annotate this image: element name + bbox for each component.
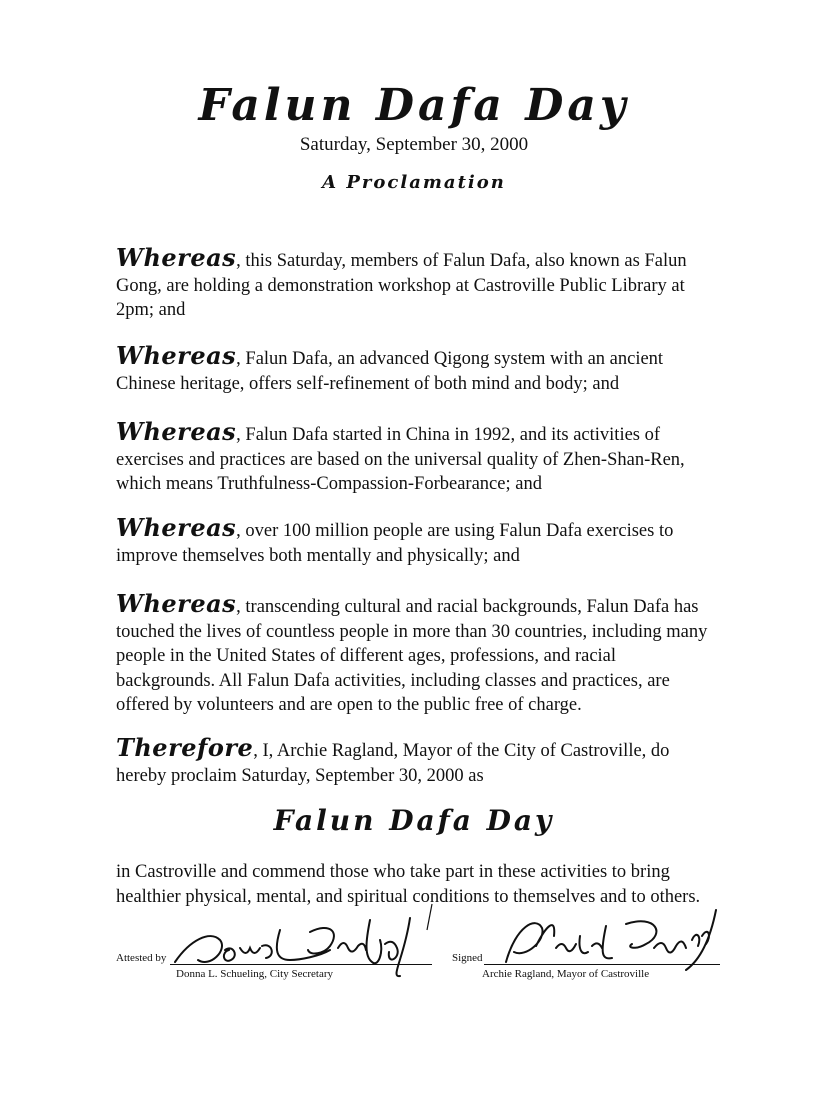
paragraph-lead: Whereas: [116, 341, 237, 370]
paragraph-lead: Whereas: [116, 589, 237, 618]
paragraph-lead: Therefore: [116, 733, 254, 762]
whereas-paragraph-3: [116, 417, 716, 497]
paragraph-text: , transcending cultural and racial backgrounds, Falun Dafa has touched the lives of countless people in more than 30 countries, including many people in the United States of different ages, professions, and racial backgrounds. All Falun Dafa activities, including classes and practices, are offered by volunteers and are open to the public free of charge.: [116, 597, 708, 715]
pen-stroke-mark: [424, 902, 434, 932]
attested-by-label: Attested by: [116, 952, 167, 964]
paragraph-text: , Falun Dafa started in China in 1992, and its activities of exercises and practices are based on the universal quality of Zhen-Shan-Ren, which means Truthfulness-Compassion-Forbearance; and: [116, 425, 685, 494]
therefore-paragraph: [116, 733, 716, 788]
mayor-signer-name: Archie Ragland, Mayor of Castroville: [482, 968, 650, 980]
paragraph-lead: Whereas: [116, 243, 237, 272]
signed-label: Signed: [452, 952, 483, 964]
closing-paragraph: in Castroville and commend those who take part in these activities to bring healthier physical, mental, and spiritual conditions to themselves and to others.: [116, 862, 701, 907]
whereas-paragraph-1: [116, 243, 716, 323]
document-date: Saturday, September 30, 2000: [299, 134, 529, 155]
mayor-handwritten-signature: [496, 906, 736, 986]
paragraph-text: , I, Archie Ragland, Mayor of the City of Castroville, do hereby proclaim Saturday, September 30, 2000 as: [116, 741, 670, 786]
paragraph-lead: Whereas: [116, 513, 237, 542]
paragraph-text: , this Saturday, members of Falun Dafa, also known as Falun Gong, are holding a demonstration workshop at Castroville Public Library at 2pm; and: [116, 251, 687, 320]
attest-handwritten-signature: [170, 910, 440, 980]
whereas-paragraph-4: [116, 513, 716, 568]
attest-signer-name: Donna L. Schueling, City Secretary: [176, 968, 334, 980]
paragraph-text: , over 100 million people are using Falun Dafa exercises to improve themselves both mentally and physically; and: [116, 521, 674, 566]
paragraph-lead: Whereas: [116, 417, 237, 446]
proclaimed-day-heading: Falun Dafa Day: [273, 804, 555, 837]
whereas-paragraph-5: [116, 589, 716, 718]
whereas-paragraph-2: [116, 341, 716, 396]
document-subtitle: A Proclamation: [322, 172, 506, 193]
document-title: Falun Dafa Day: [198, 80, 630, 131]
paragraph-text: , Falun Dafa, an advanced Qigong system with an ancient Chinese heritage, offers self-refinement of both mind and body; and: [116, 349, 664, 394]
